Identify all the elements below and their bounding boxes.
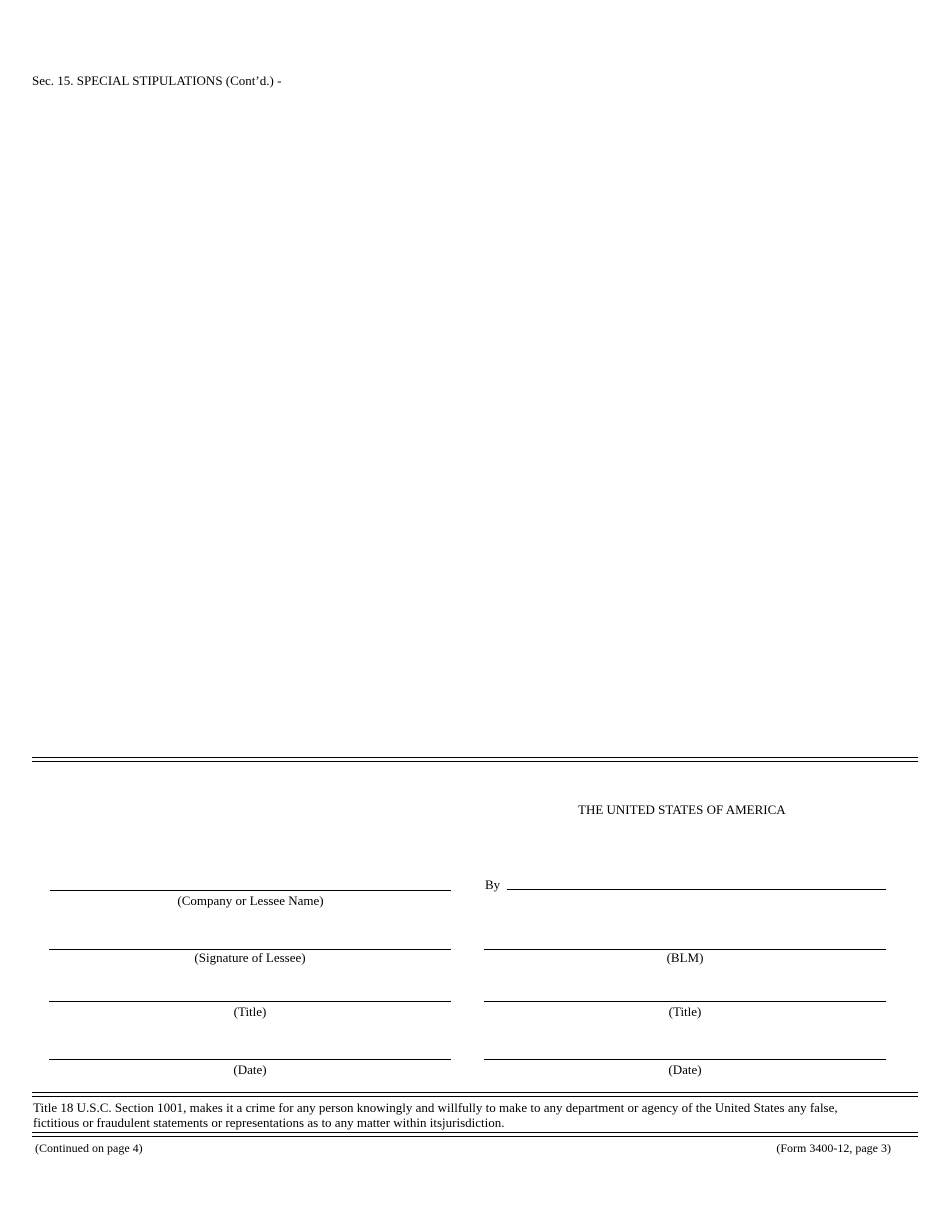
lessee-date-caption: (Date) (233, 1062, 267, 1077)
continued-note: (Continued on page 4) (35, 1141, 143, 1155)
divider-top-1 (32, 757, 918, 758)
form-reference: (Form 3400-12, page 3) (776, 1141, 891, 1155)
agency-heading: THE UNITED STATES OF AMERICA (578, 802, 786, 817)
company-name-caption: (Company or Lessee Name) (177, 893, 324, 908)
lessee-title-caption: (Title) (233, 1004, 267, 1019)
divider-notice-top-1 (32, 1092, 918, 1093)
lessee-title-line[interactable] (49, 1001, 451, 1002)
divider-notice-bottom-1 (32, 1132, 918, 1133)
legal-notice-line-2: fictitious or fraudulent statements or representations as to any matter within itsjurisdiction. (33, 1115, 505, 1130)
blm-date-caption: (Date) (668, 1062, 702, 1077)
legal-notice-line-1: Title 18 U.S.C. Section 1001, makes it a crime for any person knowingly and willfully to make to any department or agency of the United States any false, (33, 1100, 838, 1115)
divider-notice-bottom-2 (32, 1136, 918, 1137)
by-label: By (485, 877, 501, 892)
blm-title-line[interactable] (484, 1001, 886, 1002)
company-name-line[interactable] (50, 890, 451, 891)
blm-title-caption: (Title) (668, 1004, 702, 1019)
by-signature-line[interactable] (507, 889, 886, 890)
lessee-signature-caption: (Signature of Lessee) (194, 950, 306, 965)
blm-caption: (BLM) (666, 950, 704, 965)
divider-notice-top-2 (32, 1096, 918, 1097)
divider-top-2 (32, 761, 918, 762)
lessee-date-line[interactable] (49, 1059, 451, 1060)
blm-date-line[interactable] (484, 1059, 886, 1060)
section-title: Sec. 15. SPECIAL STIPULATIONS (Cont’d.) - (32, 73, 282, 88)
